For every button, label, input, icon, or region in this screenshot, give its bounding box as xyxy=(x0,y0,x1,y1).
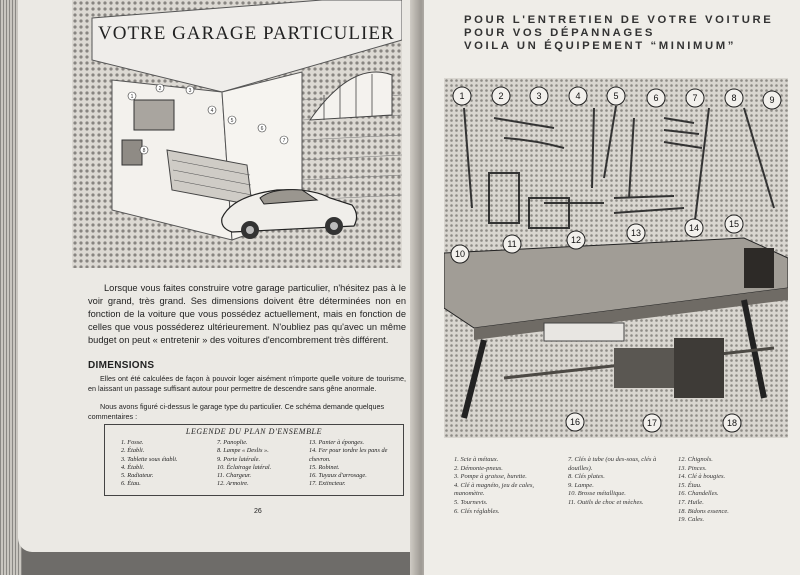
tool-label: 5 xyxy=(613,91,619,101)
legend-item: 16. Tuyaux d'arrosage. xyxy=(309,472,367,480)
legend-item: 5. Radiateur. xyxy=(121,472,154,480)
svg-text:5: 5 xyxy=(230,118,234,124)
equipment-item: 16. Chandelles. xyxy=(678,490,719,498)
svg-text:3: 3 xyxy=(188,88,192,94)
legend-column xyxy=(217,439,271,489)
tool-label: 8 xyxy=(731,93,737,103)
legend-item: 17. Extincteur. xyxy=(309,480,346,488)
svg-text:8: 8 xyxy=(142,148,146,154)
tool-label: 12 xyxy=(570,235,582,245)
tool-label: 14 xyxy=(688,223,700,233)
legend-column xyxy=(309,439,399,489)
legend-title: LEGENDE DU PLAN D'ENSEMBLE xyxy=(185,427,323,436)
equipment-photo xyxy=(444,78,788,438)
equipment-item: 11. Outils de choc et mèches. xyxy=(568,498,644,506)
page-number: 26 xyxy=(254,508,262,515)
heading-line: POUR VOS DÉPANNAGES xyxy=(464,27,656,39)
tool-label: 9 xyxy=(769,95,775,105)
right-page xyxy=(424,0,800,575)
legend-item: 13. Panier à éponges. xyxy=(309,439,365,446)
equipment-item: 12. Chignols. xyxy=(678,456,713,463)
equipment-list-column xyxy=(568,456,668,508)
legend-item: 3. Tablette sous établi. xyxy=(121,455,178,463)
tool-label: 15 xyxy=(728,219,740,229)
equipment-item: 14. Clé à bougies. xyxy=(678,473,726,481)
tool-label: 7 xyxy=(692,93,698,103)
page-title: VOTRE GARAGE PARTICULIER xyxy=(98,23,395,44)
intro-paragraph: Lorsque vous faites construire votre garage particulier, n'hésitez pas à le voir grand, très grand. Ses dimensions doivent être déterminées non en fonction de la voiture que vous possédez actuellement, mais en fonction de celles que vous posséderez ultérieurement. N'oubliez pas qu'avec un même budget on peut « entretenir » des voitures d'encombrement très différent. xyxy=(88,283,406,345)
tool-label: 11 xyxy=(507,239,517,249)
equipment-item: 5. Tournevis. xyxy=(454,498,488,506)
equipment-item: 4. Clé à magnéto, jeu de cales, manomètre. xyxy=(454,481,534,498)
tool-label: 4 xyxy=(575,91,581,101)
equipment-list-column xyxy=(454,456,554,516)
legend-item: 10. Éclairage latéral. xyxy=(217,463,272,471)
tool-label: 16 xyxy=(569,417,581,427)
equipment-item: 8. Clés plates. xyxy=(568,473,605,481)
tool-label: 2 xyxy=(498,91,504,101)
equipment-item: 2. Démonte-pneus. xyxy=(454,464,503,472)
legend-item: 9. Porte latérale. xyxy=(217,455,261,463)
legend-item: 12. Armoire. xyxy=(217,480,249,488)
legend-item: 11. Chargeur. xyxy=(217,472,252,480)
legend-column xyxy=(121,439,178,489)
equipment-item: 9. Lampe. xyxy=(568,481,594,489)
left-page xyxy=(18,0,422,552)
equipment-item: 6. Clés réglables. xyxy=(454,507,500,515)
legend-item: 14. Fer pour tordre les pans de chevron. xyxy=(309,447,388,463)
dimensions-paragraph-2: Nous avons figuré ci-dessus le garage type du particulier. Ce schéma demande quelques commentaires : xyxy=(88,402,385,421)
tool-label: 17 xyxy=(646,418,658,428)
equipment-list-column xyxy=(678,456,768,525)
equipment-item: 19. Cales. xyxy=(678,516,705,524)
svg-text:4: 4 xyxy=(210,108,214,114)
tool-label: 18 xyxy=(726,418,738,428)
legend-item: 4. Établi. xyxy=(121,463,145,471)
svg-text:7: 7 xyxy=(282,138,286,144)
section-heading-dimensions: DIMENSIONS xyxy=(88,360,155,371)
legend-item: 1. Fosse. xyxy=(121,439,144,446)
tool-label: 3 xyxy=(536,91,542,101)
equipment-heading xyxy=(464,14,773,53)
legend-box xyxy=(104,424,404,496)
tool-label: 10 xyxy=(454,249,466,259)
legend-item: 7. Panoplie. xyxy=(217,439,248,446)
equipment-item: 13. Pinces. xyxy=(678,464,707,472)
heading-line: POUR L'ENTRETIEN DE VOTRE VOITURE xyxy=(464,14,774,26)
legend-item: 2. Établi. xyxy=(121,447,145,455)
equipment-item: 1. Scie à métaux. xyxy=(454,456,499,463)
heading-line: VOILA UN ÉQUIPEMENT “MINIMUM” xyxy=(464,40,737,52)
tool-label: 1 xyxy=(459,91,465,101)
equipment-item: 3. Pompe à graisse, burette. xyxy=(454,473,527,481)
equipment-item: 7. Clés à tube (ou des-sous, clés à douilles). xyxy=(568,456,657,472)
tool-label: 6 xyxy=(653,93,659,103)
legend-item: 6. Étau. xyxy=(121,480,141,488)
tool-label: 13 xyxy=(630,228,642,238)
equipment-item: 18. Bidons essence. xyxy=(678,507,729,515)
equipment-item: 15. Étau. xyxy=(678,481,702,489)
svg-text:6: 6 xyxy=(260,126,264,132)
legend-item: 15. Robinet. xyxy=(309,463,340,471)
equipment-item: 10. Brosse métallique. xyxy=(568,490,626,498)
legend-item: 8. Lampe « Deslis ». xyxy=(217,447,269,455)
svg-text:1: 1 xyxy=(130,94,134,100)
svg-text:2: 2 xyxy=(158,86,162,92)
equipment-item: 17. Huile. xyxy=(678,498,704,506)
dimensions-paragraph: Elles ont été calculées de façon à pouvoir loger aisément n'importe quelle voiture de tourisme, en laissant un passage suffisant autour pour permettre de descendre sans gêne anormale. xyxy=(88,374,406,393)
